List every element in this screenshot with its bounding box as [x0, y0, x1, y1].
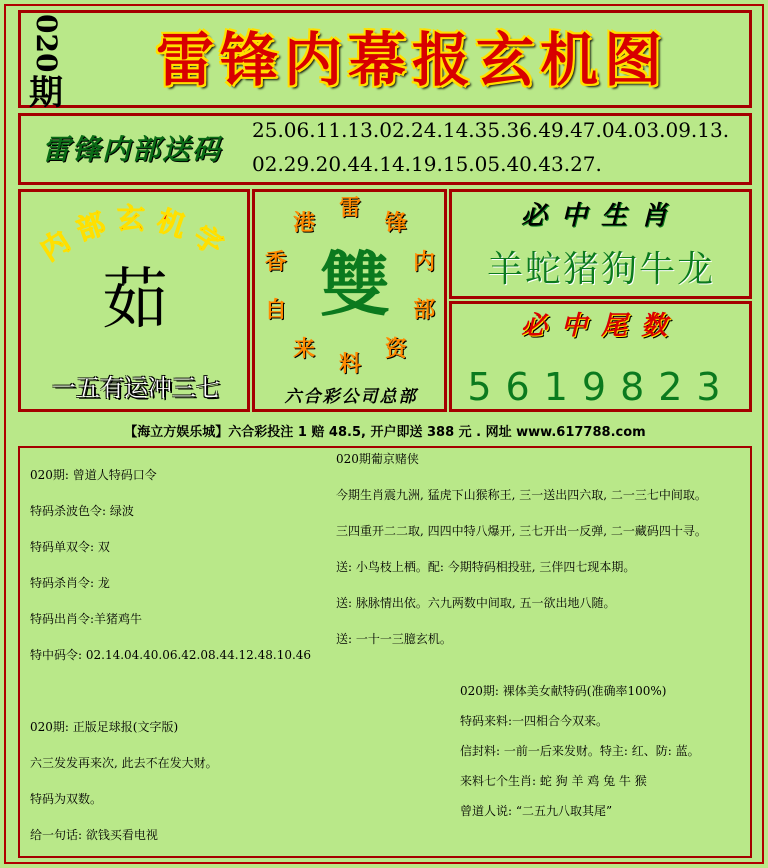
left-line-1: 特码杀波色令: 绿波: [30, 504, 134, 518]
ring-char-4: 资: [384, 336, 407, 363]
football-line-3: 给一句话: 欲钱买看电视: [30, 828, 158, 842]
left-line-5: 特中码令: 02.14.04.40.06.42.08.44.12.48.10.46: [30, 648, 312, 662]
ring-char-6: 来: [293, 336, 316, 363]
ad-banner: 【海立方娱乐城】六合彩投注 1 赔 48.5, 开户即送 388 元 . 网址 www.617788.com: [124, 425, 646, 440]
issue-number: [26, 14, 66, 114]
svg-text:内部玄机字: 内部玄机字: [34, 202, 238, 268]
ring-char-2: 内: [413, 248, 436, 275]
right-line-1: 三四重开二二取, 四四中特八爆开, 三七开出一反弹, 二一藏码四十寻。: [336, 524, 707, 538]
right-line-2: 送: 小鸟枝上栖。配: 今期特码相投驻, 三伴四七现本期。: [336, 560, 636, 574]
beauty-line-4: 曾道人说: “二五九八取其尾”: [460, 804, 613, 818]
issue-suffix: 期: [29, 73, 63, 114]
ring-char-0: 雷: [338, 195, 361, 221]
numbers-label: 雷锋内部送码: [41, 133, 222, 166]
ring-char-1: 锋: [384, 209, 407, 236]
football-line-2: 特码为双数。: [30, 792, 103, 806]
numbers-line-1: 25.06.11.13.02.24.14.35.36.49.47.04.03.09.13.: [252, 118, 730, 142]
ring-char-9: 港: [293, 209, 316, 236]
ring-char-5: 料: [338, 351, 361, 377]
ring-char-7: 自: [264, 297, 287, 324]
right-line-3: 送: 脉脉情出依。六九两数中间取, 五一欲出地八随。: [336, 596, 616, 610]
zodiac-animals: 羊蛇猪狗牛龙: [486, 249, 715, 290]
issue-number-value: 020: [30, 14, 63, 73]
left-line-4: 特码出肖令:羊猪鸡牛: [30, 612, 143, 626]
left-line-0: 020期: 曾道人特码口令: [30, 468, 157, 482]
center-character: 雙: [320, 243, 390, 326]
beauty-line-2: 信封料: 一前一后来发财。特主: 红、防: 蓝。: [460, 744, 700, 758]
right-line-4: 送: 一十一三臆玄机。: [336, 632, 452, 646]
beauty-line-1: 特码来料:一四相合今双来。: [460, 714, 609, 728]
left-line-2: 特码单双令: 双: [30, 540, 110, 554]
zodiac-title: 必中生肖: [520, 201, 681, 231]
ring-char-8: 香: [264, 248, 287, 275]
right-line-0: 今期生肖震九洲, 猛虎下山猴称王, 三一送出四六取, 二一三七中间取。: [336, 488, 707, 502]
beauty-line-3: 来料七个生肖: 蛇 狗 羊 鸡 兔 牛 猴: [460, 774, 647, 788]
right-title: 020期葡京赌侠: [336, 452, 419, 466]
left-line-3: 特码杀肖令: 龙: [30, 576, 110, 590]
ring-char-3: 部: [413, 297, 436, 324]
page-title: 雷锋内幕报玄机图: [155, 26, 668, 94]
mystery-character: 茹: [102, 261, 168, 338]
tail-title: 必中尾数: [520, 311, 681, 341]
mystery-phrase: 一五有运冲三七: [52, 374, 220, 402]
beauty-line-0: 020期: 裸体美女献特码(准确率100%): [460, 684, 667, 698]
numbers-line-2: 02.29.20.44.14.19.15.05.40.43.27.: [252, 152, 602, 176]
hq-label: 六合彩公司总部: [284, 387, 418, 407]
tail-digits: 5619823: [467, 365, 735, 409]
football-line-1: 六三发发再来次, 此去不在发大财。: [30, 756, 218, 770]
football-line-0: 020期: 正版足球报(文字版): [30, 720, 179, 734]
